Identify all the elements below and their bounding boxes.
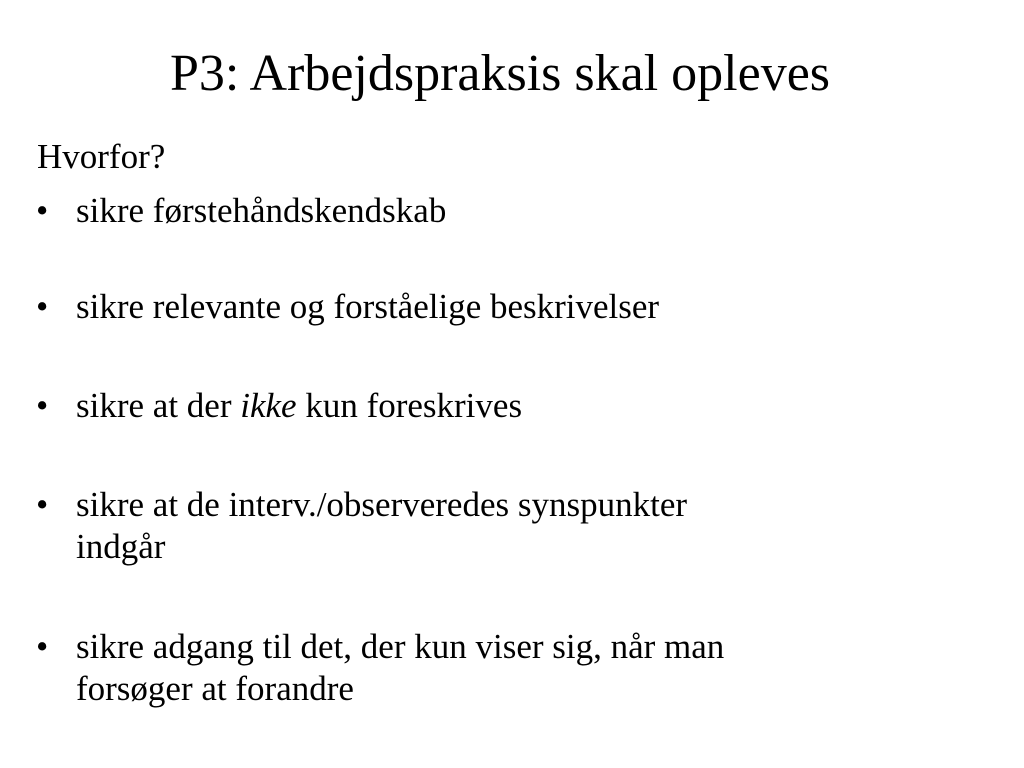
bullet-line-1: sikre adgang til det, der kun viser sig, når man [76,627,725,666]
bullet-icon: • [36,627,49,666]
bullet-line-2: forsøger at forandre [76,669,354,708]
bullet-line: sikre førstehåndskendskab [76,191,447,230]
bullet-item-3 [36,385,996,427]
bullet-icon: • [36,485,49,524]
bullet-emphasis: ikke [240,386,297,425]
bullet-line-2: indgår [76,527,166,566]
bullet-text [76,385,996,427]
bullet-text [76,286,996,328]
bullet-text [76,626,996,710]
bullet-icon: • [36,287,49,326]
bullet-text [76,484,996,568]
bullet-item-5 [36,626,996,710]
bullet-line: sikre relevante og forståelige beskrivelser [76,287,660,326]
bullet-item-2 [36,286,996,328]
bullet-icon: • [36,191,49,230]
bullet-item-1 [36,190,996,232]
bullet-text [76,190,996,232]
bullet-text-before-emphasis: sikre at der [76,386,241,425]
slide-title: P3: Arbejdspraksis skal opleves [169,45,831,102]
bullet-text-after-emphasis: kun foreskrives [296,386,523,425]
bullet-line-1: sikre at de interv./observeredes synspunkter [76,485,688,524]
bullet-icon: • [36,386,49,425]
bullet-item-4 [36,484,996,568]
intro-question: Hvorfor? [37,137,166,176]
